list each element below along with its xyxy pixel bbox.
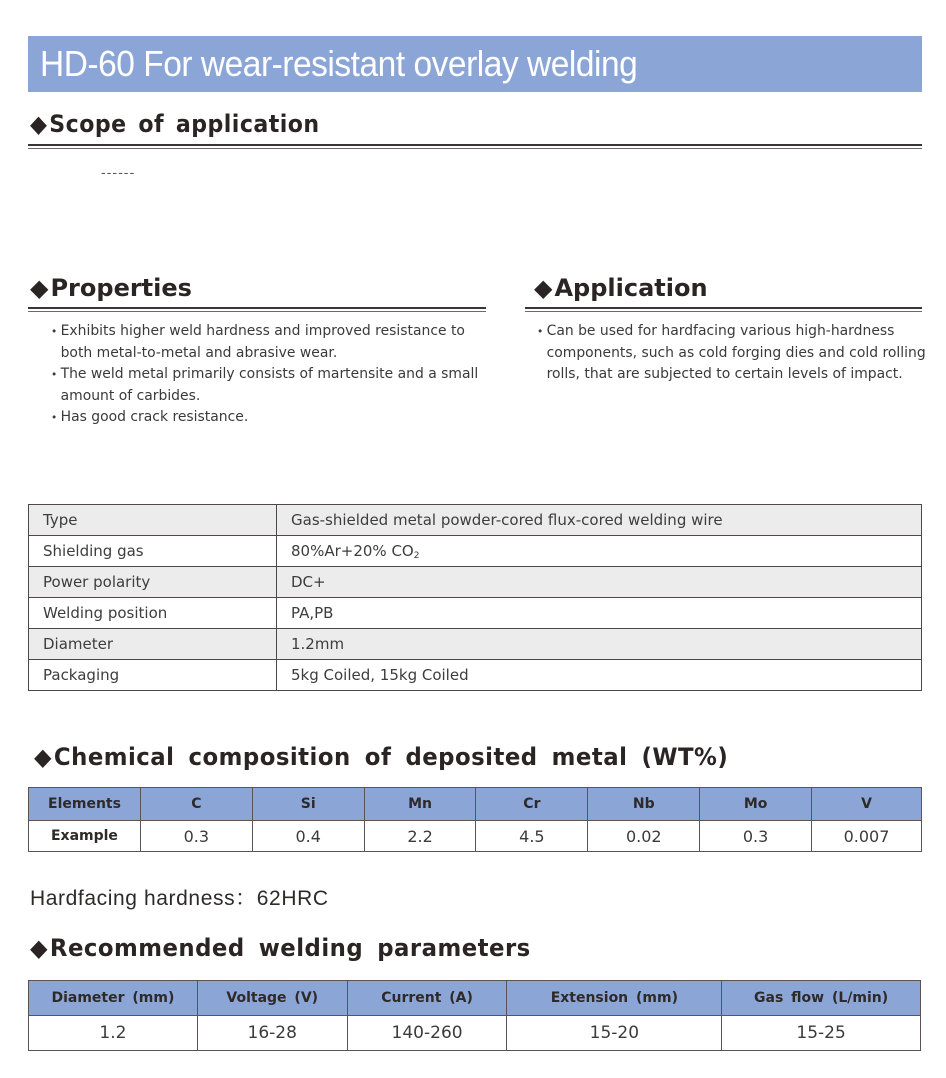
properties-list (51, 321, 483, 429)
application-heading-text: Application (554, 274, 708, 302)
table-row (29, 536, 922, 567)
column-header: Voltage (V) (197, 981, 347, 1016)
spec-value: Gas-shielded metal powder-cored flux-cored welding wire (277, 505, 922, 536)
column-header: C (140, 788, 252, 821)
spec-key: Power polarity (29, 567, 277, 598)
list-item: • Can be used for hardfacing various high-hardness components, such as cold forging dies and cold rolling rolls, that are subjected to certain levels of impact. (537, 321, 931, 386)
diamond-icon: ◆ (30, 934, 49, 962)
hardness-label: Hardfacing hardness： (30, 887, 257, 910)
scope-text: ------ (101, 166, 136, 181)
table-cell: 0.4 (252, 821, 364, 852)
list-item: • The weld metal primarily consists of martensite and a small amount of carbides. (51, 364, 483, 407)
table-cell: 15-25 (722, 1016, 921, 1051)
spec-key: Welding position (29, 598, 277, 629)
spec-value: 5kg Coiled, 15kg Coiled (277, 660, 922, 691)
table-row (29, 567, 922, 598)
application-heading (534, 274, 708, 302)
spec-table (28, 504, 922, 691)
table-header-row (29, 981, 921, 1016)
spec-value: PA,PB (277, 598, 922, 629)
spec-value: 1.2mm (277, 629, 922, 660)
diamond-icon: ◆ (34, 743, 53, 771)
table-cell: 140-260 (347, 1016, 507, 1051)
table-row (29, 505, 922, 536)
scope-heading (30, 110, 320, 138)
diamond-icon: ◆ (534, 274, 553, 302)
column-header: Current (A) (347, 981, 507, 1016)
column-header: Elements (29, 788, 141, 821)
table-header-row (29, 788, 922, 821)
table-row (29, 598, 922, 629)
table-cell: 0.007 (812, 821, 922, 852)
table-cell: 1.2 (29, 1016, 198, 1051)
chemical-heading-text: Chemical composition of deposited metal (WT%) (53, 743, 729, 771)
table-cell: 16-28 (197, 1016, 347, 1051)
properties-heading (30, 274, 192, 302)
spec-value: DC+ (277, 567, 922, 598)
page-title: HD-60 For wear-resistant overlay welding (40, 43, 638, 84)
application-divider (525, 307, 922, 312)
spec-key: Packaging (29, 660, 277, 691)
table-cell: 0.3 (140, 821, 252, 852)
diamond-icon: ◆ (30, 274, 49, 302)
properties-heading-text: Properties (50, 274, 192, 302)
spec-key: Diameter (29, 629, 277, 660)
table-cell: 15-20 (507, 1016, 722, 1051)
column-header: Mo (700, 788, 812, 821)
scope-divider (28, 144, 922, 149)
properties-divider (28, 307, 486, 312)
column-header: Gas flow (L/min) (722, 981, 921, 1016)
column-header: Extension (mm) (507, 981, 722, 1016)
diamond-icon: ◆ (30, 110, 48, 138)
column-header: V (812, 788, 922, 821)
hardness-line (30, 882, 329, 912)
table-cell: 0.02 (588, 821, 700, 852)
chemical-heading (34, 743, 728, 771)
spec-key: Type (29, 505, 277, 536)
table-row (29, 821, 922, 852)
column-header: Diameter (mm) (29, 981, 198, 1016)
list-item: • Exhibits higher weld hardness and improved resistance to both metal-to-metal and abrasive wear. (51, 321, 483, 364)
spec-value-text: 80%Ar+20% CO (291, 542, 414, 560)
table-cell: 2.2 (364, 821, 476, 852)
spec-key: Shielding gas (29, 536, 277, 567)
recommended-heading-text: Recommended welding parameters (49, 934, 531, 962)
table-row (29, 660, 922, 691)
application-list (537, 321, 931, 386)
column-header: Si (252, 788, 364, 821)
subscript: 2 (413, 551, 420, 561)
recommended-heading (30, 934, 531, 962)
column-header: Nb (588, 788, 700, 821)
list-item: • Has good crack resistance. (51, 407, 483, 429)
row-header: Example (29, 821, 141, 852)
title-banner (28, 36, 922, 92)
table-row (29, 629, 922, 660)
column-header: Mn (364, 788, 476, 821)
spec-value (277, 536, 922, 567)
table-row (29, 1016, 921, 1051)
chemical-table (28, 787, 922, 852)
table-cell: 0.3 (700, 821, 812, 852)
scope-heading-text: Scope of application (49, 110, 320, 138)
table-cell: 4.5 (476, 821, 588, 852)
hardness-value: 62HRC (256, 887, 329, 910)
recommended-table (28, 980, 921, 1051)
column-header: Cr (476, 788, 588, 821)
